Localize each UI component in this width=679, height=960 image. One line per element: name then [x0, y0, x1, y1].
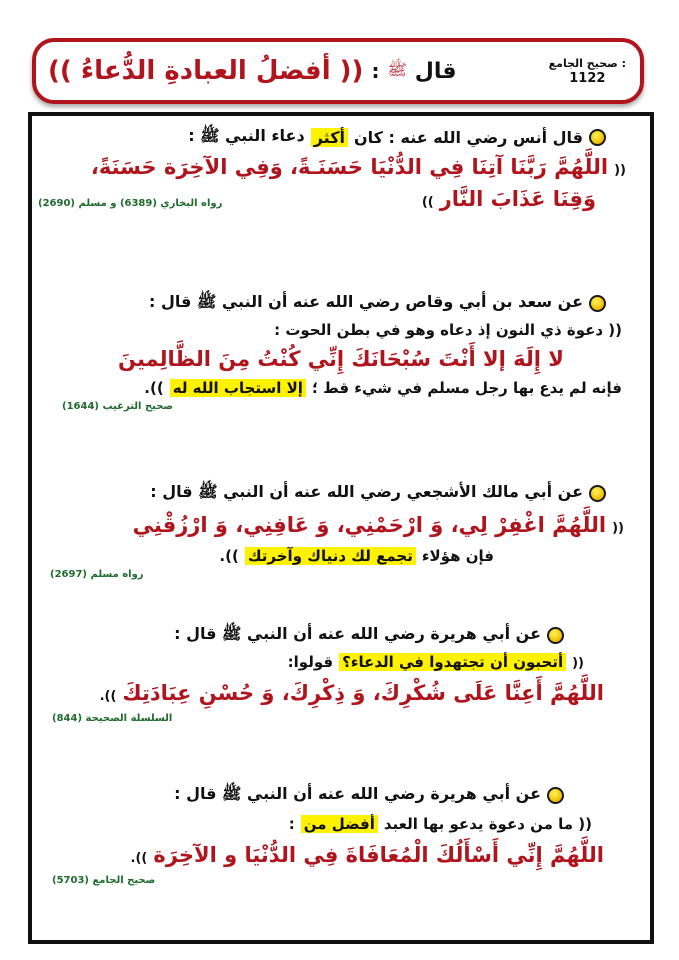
tail-line: [38, 547, 644, 565]
tail-highlight: تجمع لك دنياك وآخرتك: [245, 547, 416, 565]
narration-text: قولوا:: [287, 653, 334, 671]
dua-text: لا إِلَهَ إلا أَنْتَ سُبْحَانَكَ إِنِّي كُنْتُ مِنَ الظَّالِمينَ: [118, 347, 564, 371]
bullet-icon: [589, 129, 606, 146]
hadith-intro: [38, 126, 644, 149]
narration-line: [38, 653, 644, 671]
dua-line-2: [38, 187, 644, 211]
narration-line: [38, 815, 644, 833]
dua-text: اللَّهُمَّ أَعِنَّا عَلَى شُكْرِكَ، وَ ذِكْرِكَ، وَ حُسْنِ عِبَادَتِكَ: [122, 681, 604, 705]
narration-text: (( ما من دعوة يدعو بها العبد: [383, 815, 592, 833]
dua-line-1: [38, 155, 644, 179]
hadith-source: رواه البخاري (6389) و مسلم (2690): [38, 198, 223, 209]
dua-line: [38, 513, 644, 537]
narration-text: (( دعوة ذي النون إذ دعاه وهو في بطن الحوت :: [274, 321, 622, 339]
intro-text: عن أبي هريرة رضي الله عنه أن النبي ﷺ قال :: [174, 624, 541, 643]
content-frame: [28, 112, 654, 944]
dua-text: اللَّهُمَّ رَبَّنَا آتِنَا فِي الدُّنْيَا حَسَنَـةً، وَفِي الآخِرَة حَسَنَةً،: [90, 155, 609, 179]
header-box: [32, 38, 644, 104]
hadith-4: [38, 624, 644, 724]
intro-text: عن أبي مالك الأشجعي رضي الله عنه أن النبي ﷺ قال :: [150, 482, 583, 501]
header-qal: قال: [414, 58, 457, 84]
narration-highlight: أفضل من: [301, 815, 378, 833]
header-colon: :: [371, 59, 380, 83]
bullet-icon: [589, 485, 606, 502]
dua-line: [38, 681, 644, 705]
header-quote: (( أفضلُ العبادةِ الدُّعاءُ )): [48, 56, 364, 86]
quote-close: )).: [130, 851, 148, 866]
quote-close: )).: [99, 689, 117, 704]
hadith-1: [38, 126, 644, 211]
hadith-intro: [38, 482, 644, 505]
intro-highlight: أكثر: [311, 128, 348, 147]
hadith-intro: [38, 292, 644, 315]
quote-close: )).: [144, 379, 164, 397]
hadith-source: السلسلة الصحيحة (844): [52, 713, 173, 724]
bullet-icon: [589, 295, 606, 312]
narration-colon: :: [288, 815, 295, 833]
dua-text: اللَّهُمَّ إِنِّي أَسْأَلُكَ الْمُعَافَاةَ فِي الدُّنْيَا و الآخِرَة: [153, 843, 604, 867]
hadith-intro: [38, 624, 644, 647]
dua-text: اللَّهُمَّ اغْفِرْ لِي، وَ ارْحَمْنِي، وَ عَافِنِي، وَ ارْزُقْنِي: [132, 513, 607, 537]
hadith-source: صحيح الترغيب (1644): [62, 401, 174, 412]
dua-text: وَقِنَا عَذَابَ النَّار: [439, 187, 596, 211]
header-source-name: صحيح الجامع :: [548, 57, 626, 70]
hadith-source: صحيح الجامع (5703): [52, 875, 156, 886]
tail-highlight: إلا استجاب الله له: [170, 379, 306, 397]
bullet-icon: [547, 627, 564, 644]
hadith-3: [38, 482, 644, 580]
intro-text-end: دعاء النبي ﷺ :: [188, 126, 305, 145]
hadith-intro: [38, 784, 644, 807]
dua-line: [38, 843, 644, 867]
tail-text: فإن هؤلاء: [421, 547, 494, 565]
tail-line: [38, 379, 644, 397]
bullet-icon: [547, 787, 564, 804]
hadith-2: [38, 292, 644, 412]
hadith-5: [38, 784, 644, 886]
pbuh-seal: ﷺ: [387, 59, 407, 79]
intro-text: عن أبي هريرة رضي الله عنه أن النبي ﷺ قال :: [174, 784, 541, 803]
header-source: [549, 56, 626, 86]
hadith-source: رواه مسلم (2697): [50, 569, 144, 580]
tail-text: فإنه لم يدع بها رجل مسلم في شيء قط ؛: [311, 379, 622, 397]
header-main: [48, 56, 457, 86]
quote-close: )): [421, 195, 434, 210]
intro-text: قال أنس رضي الله عنه : كان: [353, 128, 583, 147]
quote-open: ((: [572, 656, 584, 671]
quote-open: ((: [612, 521, 624, 536]
intro-text: عن سعد بن أبي وقاص رضي الله عنه أن النبي ﷺ قال :: [149, 292, 583, 311]
narration-highlight: أتحبون أن تجتهدوا في الدعاء؟: [339, 653, 566, 671]
header-source-number: 1122: [569, 71, 606, 86]
quote-close: )).: [219, 547, 239, 565]
quote-open: ((: [614, 163, 626, 178]
